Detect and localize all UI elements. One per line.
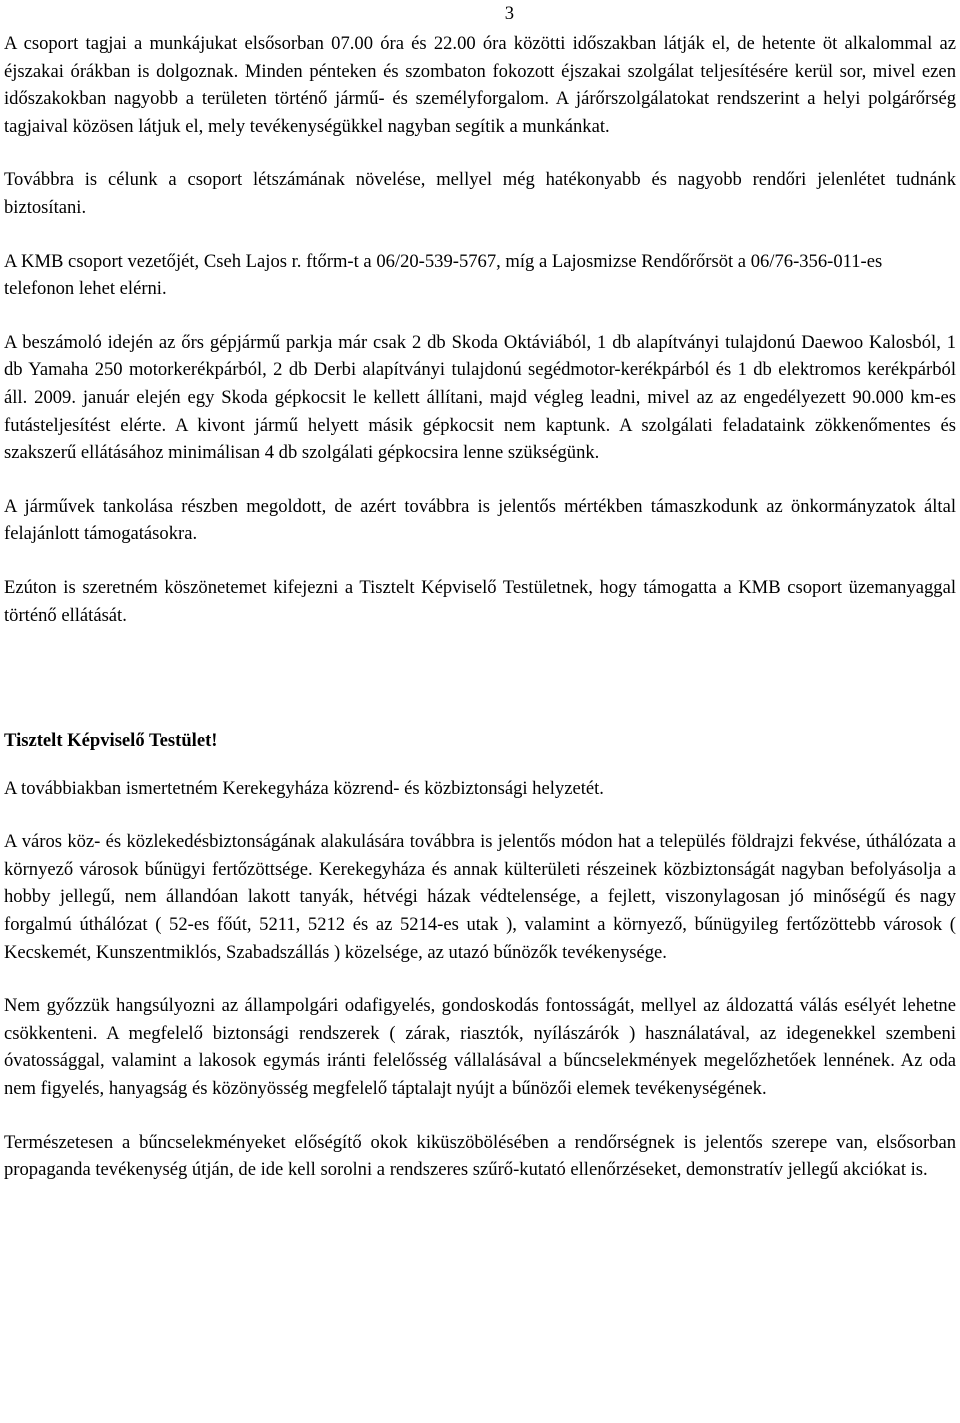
section-heading: Tisztelt Képviselő Testület!	[4, 730, 218, 752]
page-number: 3	[504, 3, 514, 24]
paragraph-thanks: Ezúton is szeretném köszönetemet kifejezni a Tisztelt Képviselő Testületnek, hogy támogatta a KMB csoport üzemanyaggal történő ellátását.	[4, 576, 956, 626]
paragraph-contact: A KMB csoport vezetőjét, Cseh Lajos r. ftőrm-t a 06/20-539-5767, míg a Lajosmizse Rendőrőrsöt a 06/76-356-011-es telefonon lehet elérni.	[4, 250, 883, 300]
paragraph-staffing-goal: Továbbra is célunk a csoport létszámának növelése, mellyel még hatékonyabb és nagyobb rendőri jelenlétet tudnánk biztosítani.	[4, 169, 956, 218]
paragraph-intro: A továbbiakban ismertetném Kerekegyháza közrend- és közbiztonsági helyzetét.	[4, 777, 604, 799]
paragraph-kmb-schedule: A csoport tagjai a munkájukat elsősorban 07.00 óra és 22.00 óra közötti időszakban látják el, de hetente öt alkalommal az éjszakai órákban is dolgoznak. Minden pénteken és szombaton fokozott éjszakai szolgálat teljesítésére kerül sor, mivel ezen időszakokban nagyobb a területen történő jármű- és személyforgalom. A járőrszolgálatokat rendszerint a helyi polgárőrség tagjaival közösen látjuk el, mely tevékenységükkel nagyban segítik a munkánkat.	[4, 33, 956, 137]
paragraph-city-safety: A város köz- és közlekedésbiztonságának alakulására továbbra is jelentős módon hat a település földrajzi fekvése, úthálózata a környező városok bűnügyi fertőzöttsége. Kerekegyháza és annak külterületi részeinek közbiztonságát nagyban befolyásolja a hobby jellegű, nem állandóan lakott tanyák, hétvégi házak védtelensége, a fejlett, viszonylagosan jó minőségű és nagy forgalmú úthálózat ( 52-es főút, 5211, 5212 és az 5214-es utak ), valamint a környező, bűnügyileg fertőzöttebb városok ( Kecskemét, Kunszentmiklós, Szabadszállás ) közelsége, az utazó bűnözők tevékenysége.	[4, 831, 956, 963]
paragraph-fueling: A járművek tankolása részben megoldott, de azért továbbra is jelentős mértékben támaszkodunk az önkormányzatok által felajánlott támogatásokra.	[4, 495, 956, 545]
paragraph-vehicle-fleet: A beszámoló idején az őrs gépjármű parkja már csak 2 db Skoda Oktáviából, 1 db alapítványi tulajdonú Daewoo Kalosból, 1 db Yamaha 250 motorkerékpárból, 2 db Derbi alapítványi tulajdonú segédmotor-kerékpárból és 1 db elektromos kerékpárból áll. 2009. január elején egy Skoda gépkocsit le kellett állítani, majd végleg leadni, mivel az az engedélyezett 90.000 km-es futásteljesítést elérte. A kivont jármű helyett másik gépkocsit nem kaptunk. A szolgálati feladataink zökkenőmentes és szakszerű ellátásához minimálisan 4 db szolgálati gépkocsira lenne szükségünk.	[4, 331, 956, 464]
paragraph-prevention: Természetesen a bűncselekményeket előségítő okok kiküszöbölésében a rendőrségnek is jelentős szerepe van, elsősorban propaganda tevékenység útján, de ide kell sorolni a rendszeres szűrő-kutató ellenőrzéseket, demonstratív jellegű akciókat is.	[4, 1131, 956, 1181]
paragraph-citizen-attention: Nem győzzük hangsúlyozni az állampolgári odafigyelés, gondoskodás fontosságát, mellyel az áldozattá válás esélyét lehetne csökkenteni. A megfelelő biztonsági rendszerek ( zárak, riasztók, nyílászárók ) használatával, az idegenekkel szembeni óvatossággal, valamint a lakosok egymás iránti felelősség vállalásával a bűncselekmények megelőzhetőek lennének. Az oda nem figyelés, hanyagság és közönyösség megfelelő táptalajt nyújt a bűnözői elemek tevékenységének.	[4, 995, 956, 1100]
